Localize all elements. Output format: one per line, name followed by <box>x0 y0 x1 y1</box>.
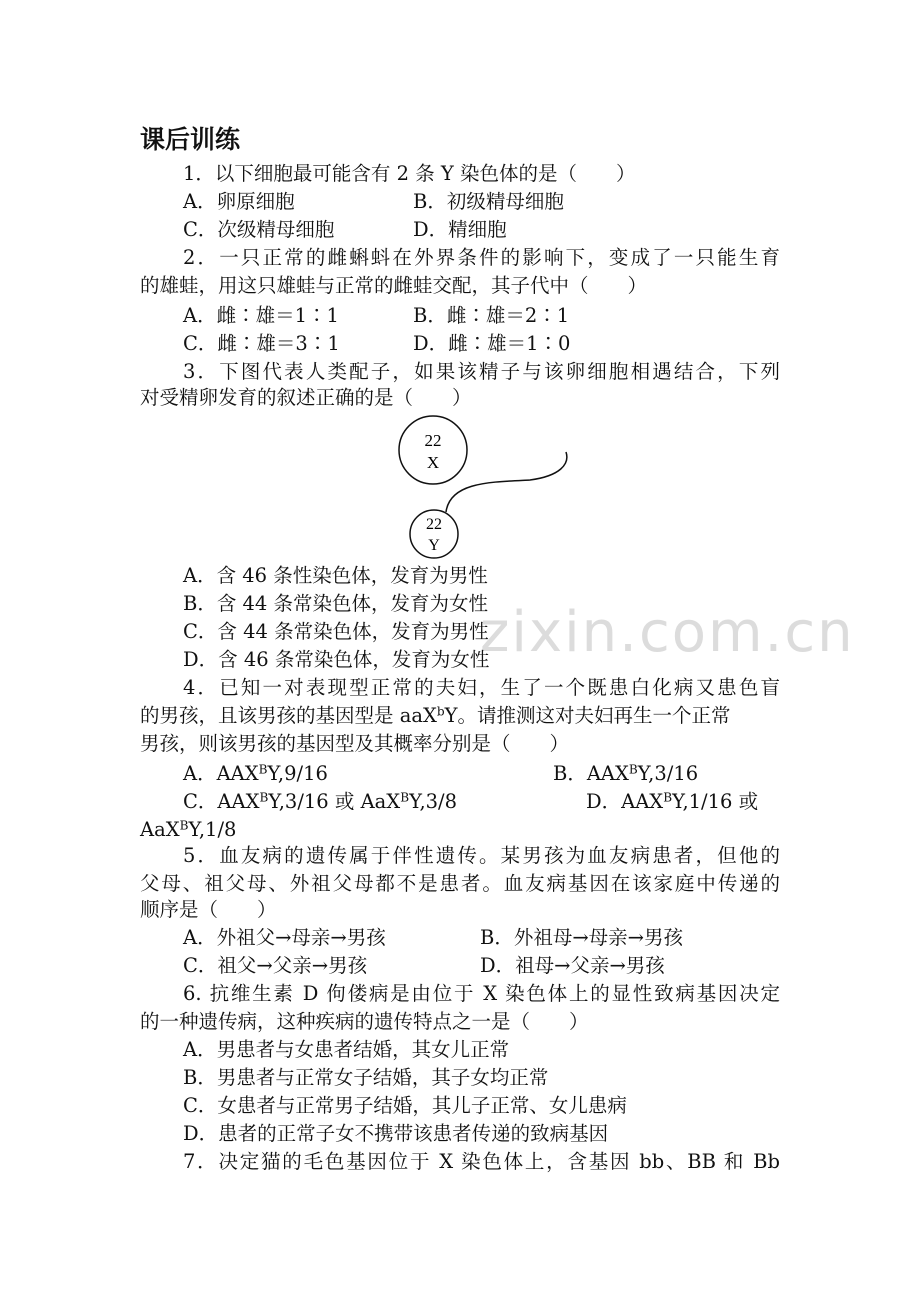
question-5-option-b: B．外祖母→母亲→男孩 <box>480 926 684 949</box>
question-2-stem-line-2: 的雄蛙，用这只雄蛙与正常的雌蛙交配，其子代中（ ） <box>140 274 648 297</box>
question-5-stem-line-1: 5．血友病的遗传属于伴性遗传。某男孩为血友病患者，但他的 <box>183 844 780 867</box>
question-4-option-d: D．$AAX^BY,1/16$ 或 <box>586 790 759 813</box>
question-2-option-b: B．雌∶雄＝2∶1 <box>413 304 570 327</box>
question-3-stem-line-1: 3．下图代表人类配子，如果该精子与该卵细胞相遇结合，下列 <box>183 360 780 383</box>
page-title: 课后训练 <box>140 125 241 154</box>
question-1-stem: 1．以下细胞最可能含有 2 条 Y 染色体的是（ ） <box>183 162 636 185</box>
question-6-option-b: B．男患者与正常女子结婚，其子女均正常 <box>183 1066 549 1089</box>
question-1-option-a: A．卵原细胞 <box>183 190 295 213</box>
question-3-option-b: B．含 44 条常染色体，发育为女性 <box>183 592 489 615</box>
question-7-stem-line-1: 7．决定猫的毛色基因位于 X 染色体上，含基因 bb、BB 和 Bb <box>183 1150 780 1173</box>
question-3-option-d: D．含 46 条常染色体，发育为女性 <box>183 648 490 671</box>
question-6-option-a: A．男患者与女患者结婚，其女儿正常 <box>183 1038 510 1061</box>
question-6-stem-line-1: 6. 抗维生素 D 佝偻病是由位于 X 染色体上的显性致病基因决定 <box>183 982 780 1005</box>
question-5-option-c: C．祖父→父亲→男孩 <box>183 954 368 977</box>
question-1-option-b: B．初级精母细胞 <box>413 190 564 213</box>
question-5-stem-line-3: 顺序是（ ） <box>140 898 277 921</box>
question-3-option-c: C．含 44 条常染色体，发育为男性 <box>183 620 489 643</box>
gamete-diagram <box>380 412 580 562</box>
question-2-option-a: A．雌∶雄＝1∶1 <box>183 304 339 327</box>
question-3-option-a: A．含 46 条性染色体，发育为男性 <box>183 564 488 587</box>
question-6-stem-line-2: 的一种遗传病，这种疾病的遗传特点之一是（ ） <box>140 1010 589 1033</box>
question-6-option-c: C．女患者与正常男子结婚，其儿子正常、女儿患病 <box>183 1094 627 1117</box>
question-4-option-d-cont: AaX$^B$Y,1/8 <box>140 818 237 841</box>
question-2-option-d: D．雌∶雄＝1∶0 <box>413 332 571 355</box>
question-5-option-d: D．祖母→父亲→男孩 <box>480 954 665 977</box>
sperm-tail <box>446 452 567 512</box>
question-5-stem-line-2: 父母、祖父母、外祖父母都不是患者。血友病基因在该家庭中传递的 <box>140 872 780 895</box>
question-4-option-b: B．$AAX^BY,3/16$ <box>553 762 699 785</box>
question-1-option-c: C．次级精母细胞 <box>183 218 335 241</box>
question-2-option-c: C．雌∶雄＝3∶1 <box>183 332 340 355</box>
question-3-stem-line-2: 对受精卵发育的叙述正确的是（ ） <box>140 386 472 409</box>
question-4-option-c: C．$AAX^BY,3/16$ 或 AaX$^B$Y,3/8 <box>183 790 458 813</box>
question-1-option-d: D．精细胞 <box>413 218 507 241</box>
question-6-option-d: D．患者的正常子女不携带该患者传递的致病基因 <box>183 1122 609 1145</box>
question-2-stem-line-1: 2．一只正常的雌蝌蚪在外界条件的影响下，变成了一只能生育 <box>183 246 780 269</box>
sperm-autosome-count: 22 <box>426 516 442 533</box>
egg-sex-chromosome: X <box>426 453 440 472</box>
sperm-sex-chromosome: Y <box>428 537 440 554</box>
question-4-stem-line-3: 男孩，则该男孩的基因型及其概率分别是（ ） <box>140 732 570 755</box>
egg-cell <box>399 416 467 484</box>
egg-autosome-count: 22 <box>424 431 442 450</box>
question-4-option-a: A．$AAX^BY,9/16$ <box>183 762 328 785</box>
watermark: zixin.com.cn <box>480 600 855 665</box>
question-4-stem-line-2: 的男孩，且该男孩的基因型是 aaX$^b$Y。请推测这对夫妇再生一个正常 <box>140 704 731 727</box>
question-4-stem-line-1: 4．已知一对表现型正常的夫妇，生了一个既患白化病又患色盲 <box>183 676 780 699</box>
question-5-option-a: A．外祖父→母亲→男孩 <box>183 926 386 949</box>
